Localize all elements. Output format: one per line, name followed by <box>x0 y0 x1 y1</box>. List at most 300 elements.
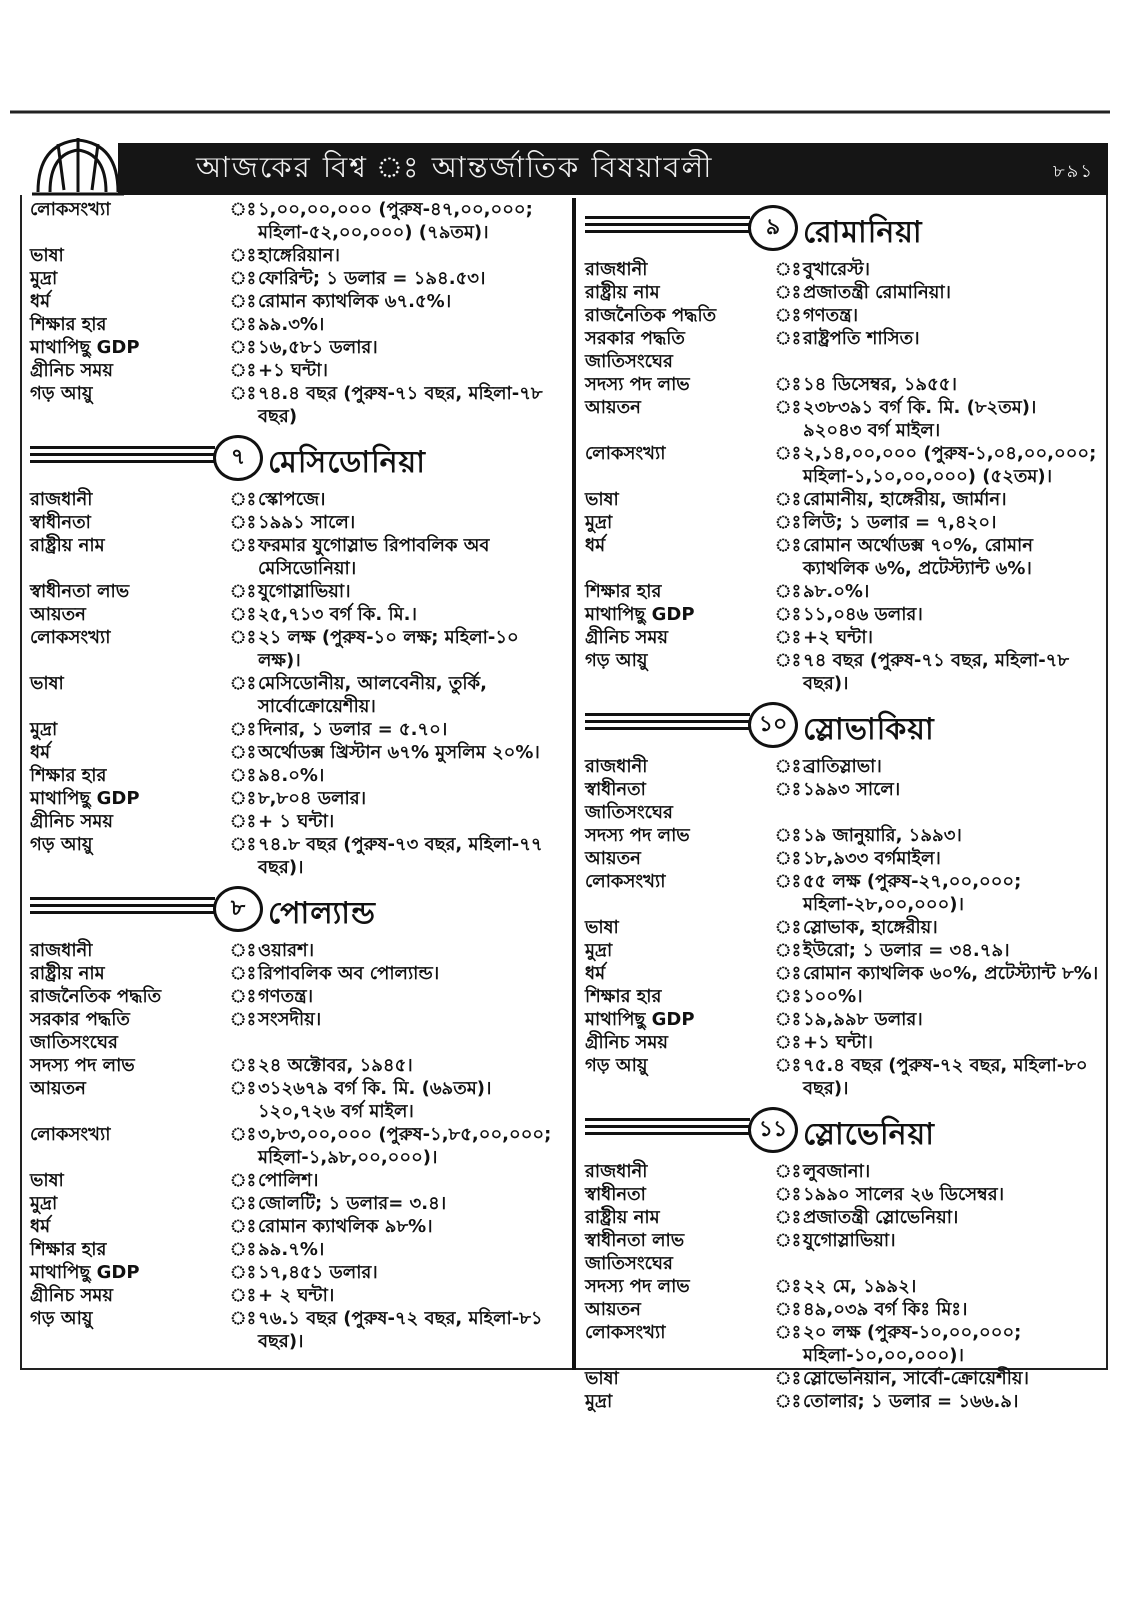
info-row <box>585 534 1100 580</box>
row-label: সরকার পদ্ধতি <box>585 328 685 349</box>
row-label: মাথাপিছু GDP <box>585 1009 695 1030</box>
row-value: রোমান ক্যাথলিক ৬০%, প্রটেস্ট্যান্ট ৮%। <box>803 963 1099 984</box>
info-row <box>585 1031 1100 1054</box>
row-separator: ঃ <box>229 627 257 648</box>
row-label: স্বাধীনতা লাভ <box>585 1230 685 1251</box>
info-row <box>30 764 565 787</box>
row-separator: ঃ <box>229 581 257 602</box>
info-row <box>30 1284 565 1307</box>
row-separator: ঃ <box>774 1368 802 1389</box>
row-label: গ্রীনিচ সময় <box>30 1285 113 1306</box>
row-label: স্বাধীনতা <box>30 512 91 533</box>
row-label: ধর্ম <box>585 963 606 984</box>
row-value: ফরমার যুগোস্লাভ রিপাবলিক অব মেসিডোনিয়া। <box>258 535 490 579</box>
info-row <box>585 442 1100 488</box>
row-separator: ঃ <box>229 337 257 358</box>
row-value: হাঙ্গেরিয়ান। <box>258 245 340 266</box>
right-column <box>585 198 1100 1413</box>
row-separator: ঃ <box>229 1170 257 1191</box>
row-value: রোমান অর্থোডক্স ৭০%, রোমান ক্যাথলিক ৬%, প্রটেস্ট্যান্ট ৬%। <box>803 535 1034 579</box>
info-row <box>30 672 565 718</box>
row-value: ১৯৯১ সালে। <box>258 512 356 533</box>
row-value: মেসিডোনীয়, আলবেনীয়, তুর্কি, সার্বোক্রোয়েশীয়। <box>258 673 487 717</box>
info-row <box>30 1169 565 1192</box>
row-separator: ঃ <box>229 199 257 220</box>
row-label: মুদ্রা <box>30 719 58 740</box>
row-separator: ঃ <box>774 986 802 1007</box>
row-value: ৪৯,০৩৯ বর্গ কিঃ মিঃ। <box>803 1299 968 1320</box>
row-value: স্লোভেনিয়ান, সার্বো-ক্রোয়েশীয়। <box>803 1368 1029 1389</box>
row-label: ধর্ম <box>30 742 51 763</box>
row-value: প্রজাতন্ত্রী রোমানিয়া। <box>803 282 951 303</box>
row-value: + ১ ঘন্টা। <box>258 811 335 832</box>
header-bar <box>118 143 1108 195</box>
row-separator: ঃ <box>774 650 802 671</box>
section-heading-slovakia <box>585 701 1100 747</box>
row-label: রাষ্ট্রীয় নাম <box>30 963 105 984</box>
row-label: ভাষা <box>30 673 64 694</box>
row-value: ৮,৮০৪ ডলার। <box>258 788 367 809</box>
row-separator: ঃ <box>774 1299 802 1320</box>
row-value: স্লোভাক, হাঙ্গেরীয়। <box>803 917 938 938</box>
info-row <box>30 833 565 879</box>
publisher-logo-icon <box>28 130 128 200</box>
heading-rule <box>585 1118 750 1136</box>
row-separator-mark: ঃ <box>229 1055 257 1076</box>
top-rule <box>0 0 1134 130</box>
row-separator-mark: ঃ <box>774 825 802 846</box>
row-label: ধর্ম <box>30 291 51 312</box>
row-label: গড় আয়ু <box>585 1055 648 1076</box>
info-row <box>30 985 565 1008</box>
info-row <box>30 359 565 382</box>
row-label: রাজধানী <box>585 756 648 777</box>
row-value: ইউরো; ১ ডলার = ৩৪.৭৯। <box>803 940 1010 961</box>
row-value: ১৬,৫৮১ ডলার। <box>258 337 378 358</box>
row-value: রিপাবলিক অব পোল্যান্ড। <box>258 963 440 984</box>
row-separator: ঃ <box>229 1009 257 1030</box>
info-row <box>30 787 565 810</box>
row-value: ১৮,৯৩৩ বর্গমাইল। <box>803 848 941 869</box>
row-label: ভাষা <box>585 489 619 510</box>
info-row <box>585 626 1100 649</box>
row-separator: ঃ <box>229 765 257 786</box>
row-separator: ঃ <box>774 512 802 533</box>
row-separator: ঃ <box>229 834 257 855</box>
row-label: রাজনৈতিক পদ্ধতি <box>30 986 162 1007</box>
info-row <box>585 327 1100 350</box>
row-label: গ্রীনিচ সময় <box>30 811 113 832</box>
row-label: লোকসংখ্যা <box>30 627 111 648</box>
info-row <box>585 870 1100 916</box>
row-separator: ঃ <box>229 940 257 961</box>
row-value: বুখারেস্ট। <box>803 259 870 280</box>
row-label: শিক্ষার হার <box>30 765 107 786</box>
column-divider <box>572 198 576 1370</box>
row-separator: ঃ <box>229 512 257 533</box>
row-value: ফোরিন্ট; ১ ডলার = ১৯৪.৫৩। <box>258 268 486 289</box>
info-row <box>585 1183 1100 1206</box>
info-row <box>30 382 565 428</box>
row-value: অর্থোডক্স খ্রিস্টান ৬৭% মুসলিম ২০%। <box>258 742 540 763</box>
row-separator: ঃ <box>774 443 802 464</box>
row-value: তোলার; ১ ডলার = ১৬৬.৯। <box>803 1391 1019 1412</box>
row-label: লোকসংখ্যা <box>585 1322 666 1343</box>
row-label: ধর্ম <box>585 535 606 556</box>
row-separator: ঃ <box>229 1078 257 1099</box>
row-label: গ্রীনিচ সময় <box>585 627 668 648</box>
heading-rule <box>585 216 750 234</box>
row-separator: ঃ <box>774 1184 802 1205</box>
row-separator: ঃ <box>774 917 802 938</box>
row-separator: ঃ <box>774 305 802 326</box>
row-label: ধর্ম <box>30 1216 51 1237</box>
row-separator-mark: ঃ <box>774 374 802 395</box>
info-row <box>585 939 1100 962</box>
info-row <box>30 488 565 511</box>
row-separator: ঃ <box>229 742 257 763</box>
row-value: লুবজানা। <box>803 1161 871 1182</box>
row-separator-mark: ঃ <box>774 1276 802 1297</box>
row-separator: ঃ <box>229 314 257 335</box>
row-separator: ঃ <box>229 291 257 312</box>
info-row <box>585 396 1100 442</box>
info-row <box>30 962 565 985</box>
row-separator: ঃ <box>774 940 802 961</box>
row-separator: ঃ <box>774 328 802 349</box>
row-separator: ঃ <box>774 1391 802 1412</box>
info-row <box>30 1077 565 1123</box>
row-separator: ঃ <box>229 788 257 809</box>
row-separator: ঃ <box>229 811 257 832</box>
info-row <box>585 1054 1100 1100</box>
row-value: ৯৮.০%। <box>803 581 870 602</box>
row-value: ২০ লক্ষ (পুরুষ-১০,০০,০০০; মহিলা-১০,০০,০০০)। <box>803 1322 1022 1366</box>
row-value: ২৫,৭১৩ বর্গ কি. মি.। <box>258 604 417 625</box>
info-row <box>585 649 1100 695</box>
row-label: রাষ্ট্রীয় নাম <box>585 282 660 303</box>
row-separator: ঃ <box>229 245 257 266</box>
info-row <box>30 244 565 267</box>
row-separator: ঃ <box>774 1230 802 1251</box>
info-row <box>585 1229 1100 1252</box>
row-value: যুগোস্লাভিয়া। <box>258 581 351 602</box>
row-label: জাতিসংঘের সদস্য পদ লাভ <box>585 802 690 846</box>
row-value: ১,০০,০০,০০০ (পুরুষ-৪৭,০০,০০০; মহিলা-৫২,০০,০০০) (৭৯তম)। <box>258 199 533 243</box>
page-number: ৮৯১ <box>1052 161 1094 182</box>
row-separator: ঃ <box>229 535 257 556</box>
row-value: জোলটি; ১ ডলার= ৩.৪। <box>258 1193 447 1214</box>
row-separator <box>773 801 803 847</box>
row-value: ৯৯.৭%। <box>258 1239 325 1260</box>
row-separator: ঃ <box>229 360 257 381</box>
info-row <box>30 1261 565 1284</box>
info-row <box>585 916 1100 939</box>
row-value: রোমান ক্যাথলিক ৬৭.৫%। <box>258 291 452 312</box>
row-label: রাজধানী <box>585 259 648 280</box>
info-row <box>30 741 565 764</box>
info-row <box>30 1192 565 1215</box>
info-row <box>30 603 565 626</box>
section-title: স্লোভাকিয়া <box>803 712 935 747</box>
row-separator: ঃ <box>229 1124 257 1145</box>
row-separator: ঃ <box>774 535 802 556</box>
info-row <box>585 962 1100 985</box>
row-value: ১০০%। <box>803 986 863 1007</box>
row-value: রাষ্ট্রপতি শাসিত। <box>803 328 920 349</box>
row-separator: ঃ <box>774 397 802 418</box>
info-row <box>585 1206 1100 1229</box>
row-value: ১৯৯০ সালের ২৬ ডিসেম্বর। <box>803 1184 1005 1205</box>
row-label: মুদ্রা <box>585 512 613 533</box>
info-row <box>30 580 565 603</box>
section-number-badge: ৯ <box>748 205 798 251</box>
row-label: সরকার পদ্ধতি <box>30 1009 130 1030</box>
row-label: মাথাপিছু GDP <box>30 337 140 358</box>
row-value: ২,১৪,০০,০০০ (পুরুষ-১,০৪,০০,০০০; মহিলা-১,১০,০০,০০০) (৫২তম)। <box>803 443 1097 487</box>
row-separator: ঃ <box>774 604 802 625</box>
heading-rule <box>30 897 215 915</box>
section-heading-macedonia <box>30 434 565 480</box>
section-heading-romania <box>585 204 1100 250</box>
row-separator: ঃ <box>229 1193 257 1214</box>
row-value: লিউ; ১ ডলার = ৭,৪২০। <box>803 512 997 533</box>
row-value: ১১,০৪৬ ডলার। <box>803 604 923 625</box>
row-separator <box>773 350 803 396</box>
row-separator <box>228 1031 258 1077</box>
row-label: স্বাধীনতা <box>585 1184 646 1205</box>
row-value: যুগোস্লাভিয়া। <box>803 1230 896 1251</box>
row-separator: ঃ <box>774 1322 802 1343</box>
section-title: স্লোভেনিয়া <box>803 1117 935 1152</box>
row-label: ভাষা <box>30 1170 64 1191</box>
row-label: ভাষা <box>585 1368 619 1389</box>
row-label: গ্রীনিচ সময় <box>30 360 113 381</box>
slovenia-section <box>585 1160 1100 1413</box>
row-separator: ঃ <box>229 1216 257 1237</box>
info-row <box>585 1367 1100 1390</box>
row-value: ১৯ জানুয়ারি, ১৯৯৩। <box>803 825 962 846</box>
hungary-section <box>30 198 565 428</box>
row-label: রাষ্ট্রীয় নাম <box>585 1207 660 1228</box>
row-value: +২ ঘন্টা। <box>803 627 873 648</box>
row-label: আয়তন <box>585 1299 641 1320</box>
row-value: ওয়ারশ। <box>258 940 315 961</box>
row-label: লোকসংখ্যা <box>30 1124 111 1145</box>
row-separator <box>773 1252 803 1298</box>
section-heading-slovenia <box>585 1106 1100 1152</box>
row-label: আয়তন <box>30 604 86 625</box>
info-row <box>30 626 565 672</box>
row-value: দিনার, ১ ডলার = ৫.৭০। <box>258 719 448 740</box>
row-value: গণতন্ত্র। <box>803 305 859 326</box>
slovakia-section <box>585 755 1100 1100</box>
row-label: রাজনৈতিক পদ্ধতি <box>585 305 717 326</box>
row-separator: ঃ <box>774 756 802 777</box>
info-row <box>585 755 1100 778</box>
info-row <box>30 1008 565 1031</box>
row-label: শিক্ষার হার <box>585 986 662 1007</box>
row-separator: ঃ <box>774 627 802 648</box>
row-label: লোকসংখ্যা <box>585 871 666 892</box>
row-label: গড় আয়ু <box>30 1308 93 1329</box>
row-value: ১৯,৯৯৮ ডলার। <box>803 1009 923 1030</box>
row-label: মাথাপিছু GDP <box>585 604 695 625</box>
row-value: ২৩৮৩৯১ বর্গ কি. মি. (৮২তম)। ৯২০৪৩ বর্গ মাইল। <box>803 397 1037 441</box>
row-separator: ঃ <box>774 259 802 280</box>
row-separator: ঃ <box>774 1161 802 1182</box>
row-separator: ঃ <box>229 604 257 625</box>
row-value: +১ ঘন্টা। <box>258 360 328 381</box>
row-separator: ঃ <box>229 963 257 984</box>
row-separator: ঃ <box>774 1009 802 1030</box>
row-separator: ঃ <box>774 871 802 892</box>
row-label: শিক্ষার হার <box>30 1239 107 1260</box>
row-label: লোকসংখ্যা <box>30 199 111 220</box>
row-separator: ঃ <box>774 1055 802 1076</box>
row-label: রাষ্ট্রীয় নাম <box>30 535 105 556</box>
info-row <box>30 511 565 534</box>
info-row <box>585 1390 1100 1413</box>
macedonia-section <box>30 488 565 879</box>
row-value: ১৪ ডিসেম্বর, ১৯৫৫। <box>803 374 957 395</box>
row-label: রাজধানী <box>30 489 93 510</box>
info-row <box>30 1307 565 1353</box>
section-title: পোল্যান্ড <box>268 896 376 931</box>
row-value: ২৪ অক্টোবর, ১৯৪৫। <box>258 1055 413 1076</box>
info-row <box>585 985 1100 1008</box>
info-row <box>585 801 1100 847</box>
row-label: জাতিসংঘের সদস্য পদ লাভ <box>585 351 690 395</box>
section-title: রোমানিয়া <box>803 215 923 250</box>
row-label: রাজধানী <box>30 940 93 961</box>
row-separator: ঃ <box>229 1262 257 1283</box>
info-row <box>30 718 565 741</box>
info-row <box>30 1215 565 1238</box>
row-value: ৭৫.৪ বছর (পুরুষ-৭২ বছর, মহিলা-৮০ বছর)। <box>803 1055 1088 1099</box>
row-label: আয়তন <box>30 1078 86 1099</box>
info-row <box>585 258 1100 281</box>
info-row <box>585 778 1100 801</box>
section-number-badge: ৭ <box>213 435 263 481</box>
row-label: মাথাপিছু GDP <box>30 1262 140 1283</box>
row-separator: ঃ <box>229 673 257 694</box>
section-heading-poland <box>30 885 565 931</box>
row-value: রোমান ক্যাথলিক ৯৮%। <box>258 1216 433 1237</box>
row-separator: ঃ <box>774 848 802 869</box>
info-row <box>30 810 565 833</box>
row-value: ৭৪.৮ বছর (পুরুষ-৭৩ বছর, মহিলা-৭৭ বছর)। <box>258 834 543 878</box>
row-label: মুদ্রা <box>585 1391 613 1412</box>
row-label: গড় আয়ু <box>585 650 648 671</box>
row-label: স্বাধীনতা লাভ <box>30 581 130 602</box>
row-separator: ঃ <box>229 383 257 404</box>
row-separator: ঃ <box>774 1207 802 1228</box>
row-value: পোলিশ। <box>258 1170 319 1191</box>
row-value: ৩,৮৩,০০,০০০ (পুরুষ-১,৮৫,০০,০০০; মহিলা-১,৯৮,০০,০০০)। <box>258 1124 552 1168</box>
info-row <box>585 603 1100 626</box>
row-separator: ঃ <box>774 779 802 800</box>
info-row <box>30 336 565 359</box>
info-row <box>30 1031 565 1077</box>
row-value: ৭৪.৪ বছর (পুরুষ-৭১ বছর, মহিলা-৭৮ বছর) <box>258 383 543 427</box>
row-label: মুদ্রা <box>30 1193 58 1214</box>
row-label: ভাষা <box>30 245 64 266</box>
info-row <box>585 488 1100 511</box>
row-label: মুদ্রা <box>585 940 613 961</box>
info-row <box>30 267 565 290</box>
poland-section <box>30 939 565 1353</box>
info-row <box>30 939 565 962</box>
row-value: স্কোপজে। <box>258 489 326 510</box>
info-row <box>585 1252 1100 1298</box>
row-value: ১৯৯৩ সালে। <box>803 779 901 800</box>
info-row <box>30 1123 565 1169</box>
row-label: স্বাধীনতা <box>585 779 646 800</box>
row-separator: ঃ <box>229 719 257 740</box>
info-row <box>30 534 565 580</box>
row-label: গড় আয়ু <box>30 383 93 404</box>
row-value: ৩১২৬৭৯ বর্গ কি. মি. (৬৯তম)। ১২০,৭২৬ বর্গ মাইল। <box>258 1078 492 1122</box>
section-title: মেসিডোনিয়া <box>268 445 426 480</box>
row-label: মাথাপিছু GDP <box>30 788 140 809</box>
row-value: ব্রাতিস্লাভা। <box>803 756 882 777</box>
romania-section <box>585 258 1100 695</box>
info-row <box>585 281 1100 304</box>
info-row <box>30 198 565 244</box>
row-separator: ঃ <box>774 963 802 984</box>
info-row <box>585 511 1100 534</box>
info-row <box>585 1160 1100 1183</box>
row-value: ৯৯.৩%। <box>258 314 325 335</box>
row-value: ৯৪.০%। <box>258 765 325 786</box>
row-label: জাতিসংঘের সদস্য পদ লাভ <box>585 1253 690 1297</box>
row-label: গ্রীনিচ সময় <box>585 1032 668 1053</box>
info-row <box>585 1321 1100 1367</box>
row-value: ২১ লক্ষ (পুরুষ-১০ লক্ষ; মহিলা-১০ লক্ষ)। <box>258 627 519 671</box>
row-separator: ঃ <box>774 282 802 303</box>
row-value: + ২ ঘন্টা। <box>258 1285 335 1306</box>
row-value: ১৭,৪৫১ ডলার। <box>258 1262 378 1283</box>
heading-rule <box>585 713 750 731</box>
row-separator: ঃ <box>229 1308 257 1329</box>
row-label: লোকসংখ্যা <box>585 443 666 464</box>
row-value: সংসদীয়। <box>258 1009 322 1030</box>
row-separator: ঃ <box>229 268 257 289</box>
row-label: জাতিসংঘের সদস্য পদ লাভ <box>30 1032 135 1076</box>
info-row <box>30 313 565 336</box>
heading-rule <box>30 446 215 464</box>
row-separator: ঃ <box>774 1032 802 1053</box>
info-row <box>585 580 1100 603</box>
row-label: ভাষা <box>585 917 619 938</box>
info-row <box>30 1238 565 1261</box>
info-row <box>30 290 565 313</box>
row-label: শিক্ষার হার <box>30 314 107 335</box>
row-label: শিক্ষার হার <box>585 581 662 602</box>
row-value: গণতন্ত্র। <box>258 986 314 1007</box>
row-value: ৭৬.১ বছর (পুরুষ-৭২ বছর, মহিলা-৮১ বছর)। <box>258 1308 543 1352</box>
section-number-badge: ৮ <box>213 886 263 932</box>
row-separator: ঃ <box>229 1239 257 1260</box>
row-value: +১ ঘন্টা। <box>803 1032 873 1053</box>
info-row <box>585 847 1100 870</box>
section-number-badge: ১০ <box>748 702 798 748</box>
row-separator: ঃ <box>774 581 802 602</box>
row-value: ২২ মে, ১৯৯২। <box>803 1276 917 1297</box>
info-row <box>585 350 1100 396</box>
row-value: প্রজাতন্ত্রী স্লোভেনিয়া। <box>803 1207 959 1228</box>
